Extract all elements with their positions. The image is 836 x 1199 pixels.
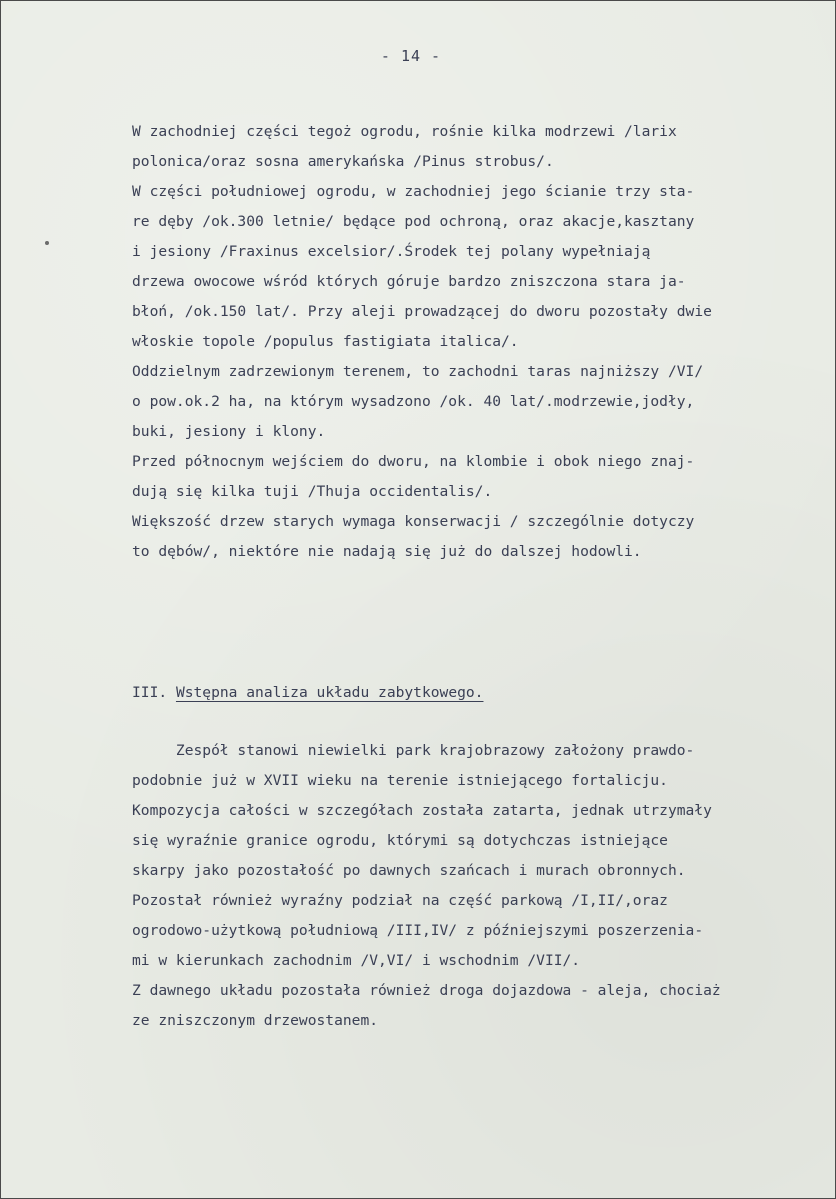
text-line: Większość drzew starych wymaga konserwacji / szczególnie dotyczy [132, 513, 695, 530]
text-line: włoskie topole /populus fastigiata italica/. [132, 333, 519, 350]
text-line: to dębów/, niektóre nie nadają się już do dalszej hodowli. [132, 543, 642, 560]
text-line: skarpy jako pozostałość po dawnych szańcach i murach obronnych. [132, 862, 686, 879]
text-line: podobnie już w XVII wieku na terenie istniejącego fortalicju. [132, 772, 668, 789]
section-title: Wstępna analiza układu zabytkowego. [175, 684, 484, 701]
text-line: mi w kierunkach zachodnim /V,VI/ i wschodnim /VII/. [132, 952, 581, 969]
section-number: III. [132, 684, 168, 701]
text-line: Zespół stanowi niewielki park krajobrazowy założony prawdo- [132, 742, 695, 759]
text-line: Kompozycja całości w szczegółach została zatarta, jednak utrzymały [132, 802, 712, 819]
text-line: ze zniszczonym drzewostanem. [132, 1012, 379, 1029]
text-line: Pozostał również wyraźny podział na część parkową /I,II/,oraz [132, 892, 668, 909]
page-number: - 14 - [380, 47, 442, 65]
text-line: buki, jesiony i klony. [132, 423, 326, 440]
text-line: się wyraźnie granice ogrodu, którymi są dotychczas istniejące [132, 832, 668, 849]
text-line: Oddzielnym zadrzewionym terenem, to zachodni taras najniższy /VI/ [132, 363, 704, 380]
text-line: i jesiony /Fraxinus excelsior/.Środek tej polany wypełniają [132, 243, 651, 260]
text-line: ogrodowo-użytkową południową /III,IV/ z późniejszymi poszerzenia- [132, 922, 704, 939]
margin-mark [45, 241, 49, 245]
text-line: Z dawnego układu pozostała również droga dojazdowa - aleja, chociaż [132, 982, 721, 999]
text-line: W zachodniej części tegoż ogrodu, rośnie kilka modrzewi /larix [132, 123, 677, 140]
trees-paragraph [132, 117, 812, 567]
text-line: dują się kilka tuji /Thuja occidentalis/. [132, 483, 493, 500]
analysis-paragraph [132, 736, 812, 1036]
text-line: Przed północnym wejściem do dworu, na klombie i obok niego znaj- [132, 453, 695, 470]
text-line: błoń, /ok.150 lat/. Przy aleji prowadzącej do dworu pozostały dwie [132, 303, 712, 320]
text-line: W części południowej ogrodu, w zachodniej jego ścianie trzy sta- [132, 183, 695, 200]
text-line: o pow.ok.2 ha, na którym wysadzono /ok. 40 lat/.modrzewie,jodły, [132, 393, 695, 410]
text-line: polonica/oraz sosna amerykańska /Pinus strobus/. [132, 153, 554, 170]
section-heading [132, 678, 483, 708]
text-line: re dęby /ok.300 letnie/ będące pod ochroną, oraz akacje,kasztany [132, 213, 695, 230]
text-line: drzewa owocowe wśród których góruje bardzo zniszczona stara ja- [132, 273, 686, 290]
